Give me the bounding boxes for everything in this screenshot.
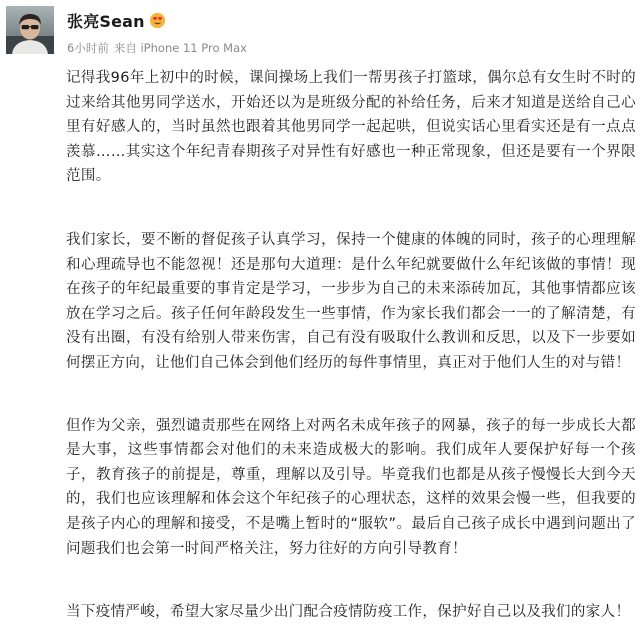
avatar[interactable] [6, 6, 54, 54]
post-paragraph: 但作为父亲，强烈谴责那些在网络上对两名未成年孩子的网暴，孩子的每一步成长大都是大事，这些事情都会对他们的未来造成极大的影响。我们成年人要保护好每一个孩子，教育孩子的前提是，尊重，理解以及引导。毕竟我们也都是从孩子慢慢长大到今天的，我们也应该理解和体会这个年纪孩子的心理状态，这样的效果会慢一些，但我要的是孩子内心的理解和接受，不是嘴上暂时的“服软”。最后自己孩子成长中遇到问题出了问题我们也会第一时间严格关注，努力往好的方向引导教育！ [66, 417, 636, 557]
post-source: 来自 iPhone 11 Pro Max [113, 41, 247, 55]
post-paragraph: 当下疫情严峻，希望大家尽量少出门配合疫情防疫工作，保护好自己以及我们的家人！ [66, 604, 631, 621]
post-body [66, 66, 636, 625]
author-name[interactable]: 张亮Sean [67, 11, 145, 31]
author-row [67, 9, 166, 31]
avatar-photo-icon [6, 6, 54, 54]
post-time: 6小时前 [67, 41, 109, 55]
post-header [0, 0, 640, 62]
post-paragraph: 记得我96年上初中的时候，课间操场上我们一帮男孩子打篮球，偶尔总有女生时不时的过来给其他男同学送水，开始还以为是班级分配的补给任务，后来才知道是送给自己心里有好感人的，当时虽然也跟着其他男同学一起起哄，但说实话心里看实还是有一点点羡慕……其实这个年纪青春期孩子对异性有好感也一种正常现象，但还是要有一个界限范围。 [66, 70, 636, 185]
post-paragraph: 我们家长，要不断的督促孩子认真学习，保持一个健康的体魄的同时，孩子的心理理解和心理疏导也不能忽视！还是那句大道理：是什么年纪就要做什么年纪该做的事情！现在孩子的年纪最重要的事肯定是学习，一步步为自己的未来添砖加瓦，其他事情都应该放在学习之后。孩子任何年龄段发生一些事情，作为家长我们都会一一的了解清楚，有没有出圈，有没有给别人带来伤害，自己有没有吸取什么教训和反思，以及下一步要如何摆正方向，让他们自己体会到他们经历的每件事情里，真正对于他们人生的对与错！ [66, 231, 636, 371]
heart-eyes-emoji-icon [149, 12, 166, 29]
post-meta [67, 40, 247, 56]
